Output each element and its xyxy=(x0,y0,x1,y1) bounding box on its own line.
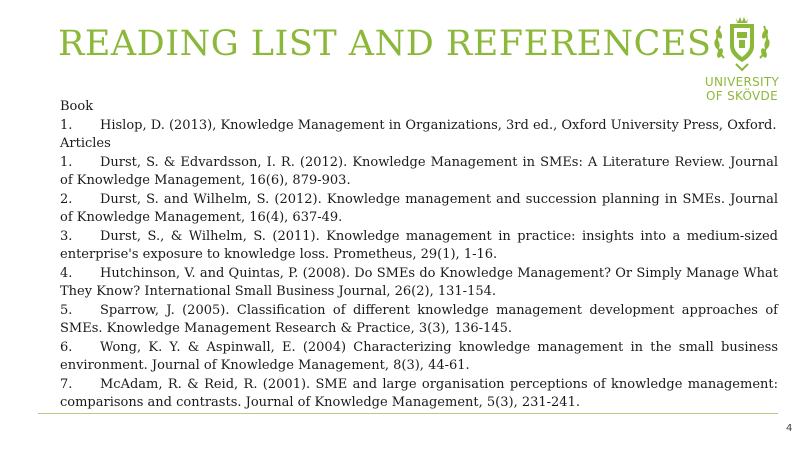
article-reference xyxy=(60,228,778,265)
reference-number: 2. xyxy=(60,191,73,207)
reference-text: Durst, S. & Edvardsson, I. R. (2012). Knowledge Management in SMEs: A Literature Review. Journal of Knowledge Management, 16(6), 879-903. xyxy=(60,154,778,188)
section-heading-book: Book xyxy=(60,99,94,114)
logo-text-of-skovde: OF SKÖVDE xyxy=(706,89,778,103)
reference-number: 3. xyxy=(60,228,73,244)
reference-text: Hutchinson, V. and Quintas, P. (2008). Do SMEs do Knowledge Management? Or Simply Manage What They Know? International Small Business Journal, 26(2), 131-154. xyxy=(60,265,778,299)
article-reference xyxy=(60,339,778,376)
article-reference xyxy=(60,302,778,339)
section-heading-articles: Articles xyxy=(60,136,111,151)
reference-text: McAdam, R. & Reid, R. (2001). SME and large organisation perceptions of knowledge management: comparisons and contrasts. Journal of Knowledge Management, 5(3), 231-241. xyxy=(60,376,778,410)
slide-title: READING LIST AND REFERENCES xyxy=(58,24,712,64)
reference-number: 1. xyxy=(60,154,73,170)
reference-number: 7. xyxy=(60,376,73,392)
reference-number: 5. xyxy=(60,302,73,318)
book-reference xyxy=(60,117,778,136)
reference-text: Durst, S., & Wilhelm, S. (2011). Knowledge management in practice: insights into a medium-sized enterprise's exposure to knowledge loss. Prometheus, 29(1), 1-16. xyxy=(60,228,778,262)
reference-number: 6. xyxy=(60,339,73,355)
footer-divider xyxy=(38,413,778,414)
reference-text: Durst, S. and Wilhelm, S. (2012). Knowledge management and succession planning in SMEs. Journal of Knowledge Management, 16(4), 637-49. xyxy=(60,191,778,225)
article-reference xyxy=(60,265,778,302)
university-crest-icon xyxy=(710,14,774,74)
reference-text: Hislop, D. (2013), Knowledge Management in Organizations, 3rd ed., Oxford University Press, Oxford. xyxy=(100,117,777,133)
university-logo xyxy=(700,14,784,104)
reference-number: 4. xyxy=(60,265,73,281)
article-reference xyxy=(60,376,778,413)
article-reference xyxy=(60,191,778,228)
reference-number: 1. xyxy=(60,117,73,133)
article-reference xyxy=(60,154,778,191)
reference-text: Wong, K. Y. & Aspinwall, E. (2004) Characterizing knowledge management in the small business environment. Journal of Knowledge Management, 8(3), 44-61. xyxy=(60,339,778,373)
logo-text-university: UNIVERSITY xyxy=(704,75,780,89)
page-number: 4 xyxy=(786,423,793,434)
reading-list xyxy=(60,98,778,413)
reference-text: Sparrow, J. (2005). Classification of different knowledge management development approaches of SMEs. Knowledge Management Research & Practice, 3(3), 136-145. xyxy=(60,302,778,336)
